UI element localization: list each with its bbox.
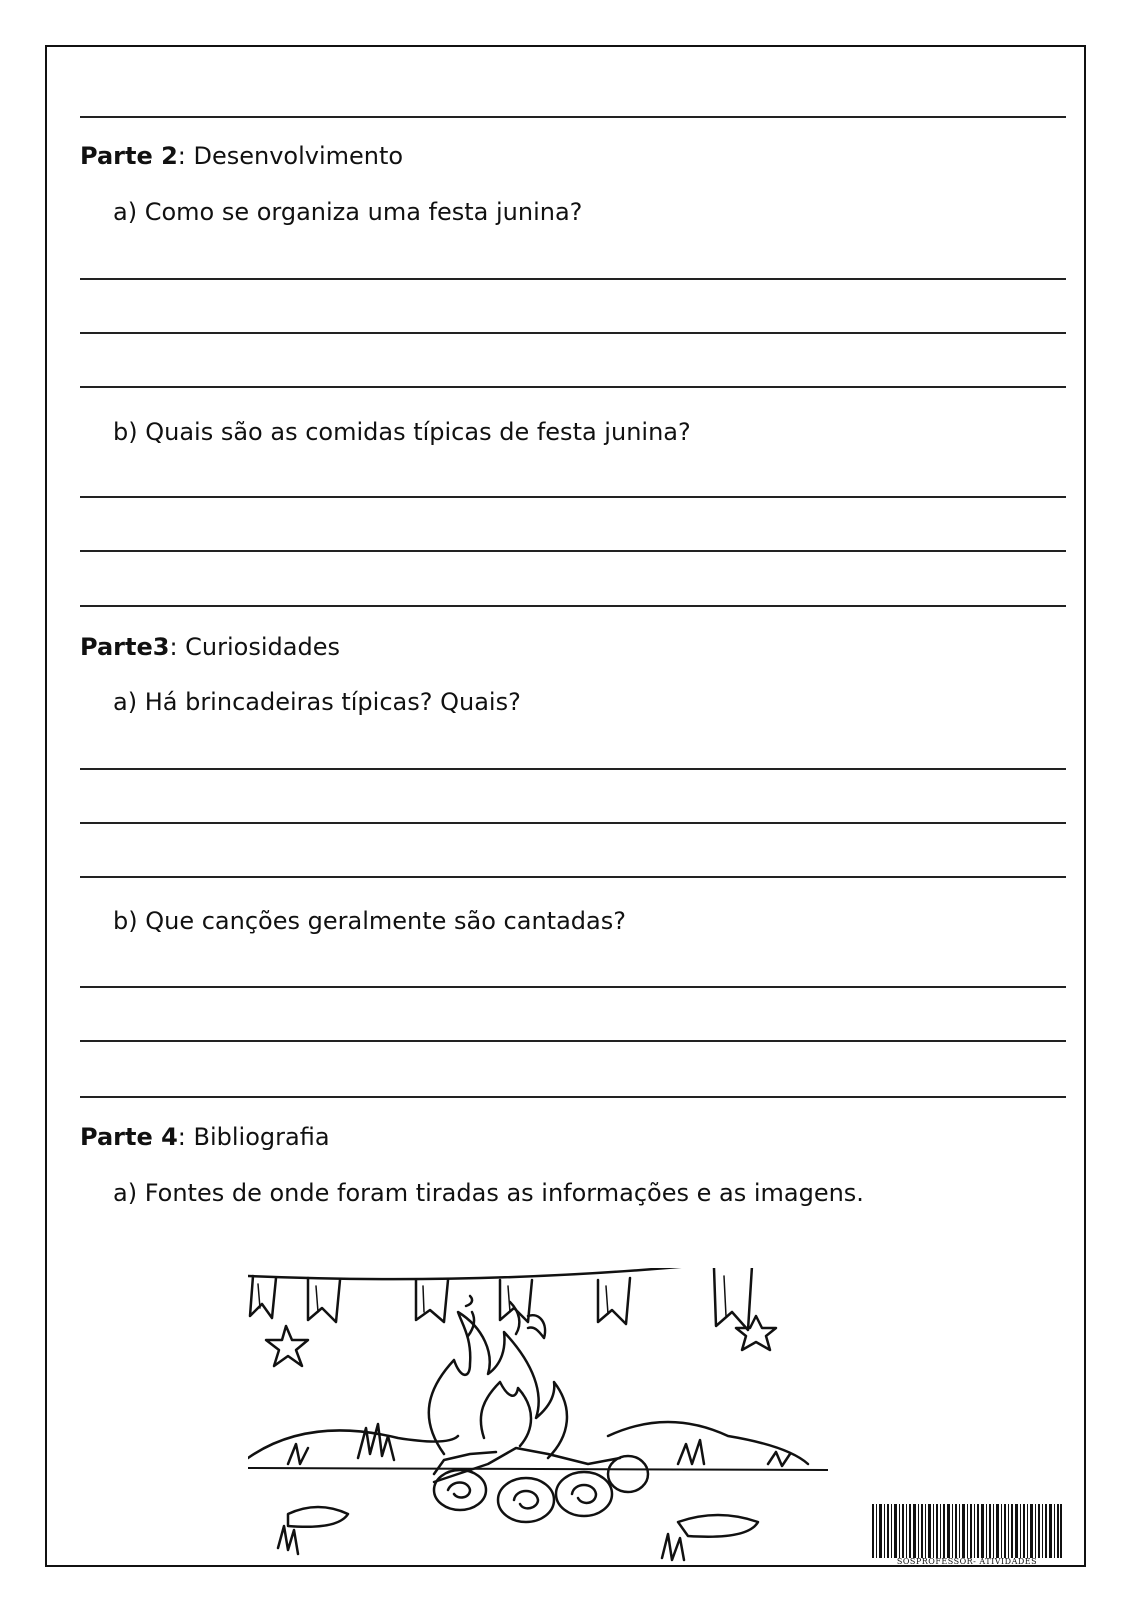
answer-line: [80, 605, 1066, 607]
festa-junina-bonfire-icon: [248, 1268, 828, 1568]
question-text: a) Fontes de onde foram tiradas as informações e as imagens.: [113, 1179, 864, 1207]
answer-line: [80, 550, 1066, 552]
question-text: a) Há brincadeiras típicas? Quais?: [113, 688, 521, 716]
answer-line: [80, 496, 1066, 498]
answer-line: [80, 116, 1066, 118]
section-label: Parte3: [80, 633, 170, 661]
question-text: a) Como se organiza uma festa junina?: [113, 198, 583, 226]
section-label: Parte 2: [80, 142, 178, 170]
answer-line: [80, 768, 1066, 770]
section-subtitle: Desenvolvimento: [193, 142, 404, 170]
section-title-part4: Parte 4: Bibliografia: [80, 1123, 330, 1151]
answer-line: [80, 1040, 1066, 1042]
answer-line: [80, 986, 1066, 988]
section-subtitle: Curiosidades: [185, 633, 340, 661]
answer-line: [80, 876, 1066, 878]
barcode-icon: [872, 1504, 1062, 1558]
answer-line: [80, 822, 1066, 824]
section-title-part3: Parte3: Curiosidades: [80, 633, 340, 661]
answer-line: [80, 1096, 1066, 1098]
question-text: b) Que canções geralmente são cantadas?: [113, 907, 626, 935]
question-text: b) Quais são as comidas típicas de festa junina?: [113, 418, 691, 446]
section-label: Parte 4: [80, 1123, 178, 1151]
section-title-part2: Parte 2: Desenvolvimento: [80, 142, 404, 170]
answer-line: [80, 386, 1066, 388]
barcode-label: SOSPROFESSOR- ATIVIDADES: [896, 1557, 1038, 1566]
section-subtitle: Bibliografia: [193, 1123, 330, 1151]
answer-line: [80, 278, 1066, 280]
answer-line: [80, 332, 1066, 334]
